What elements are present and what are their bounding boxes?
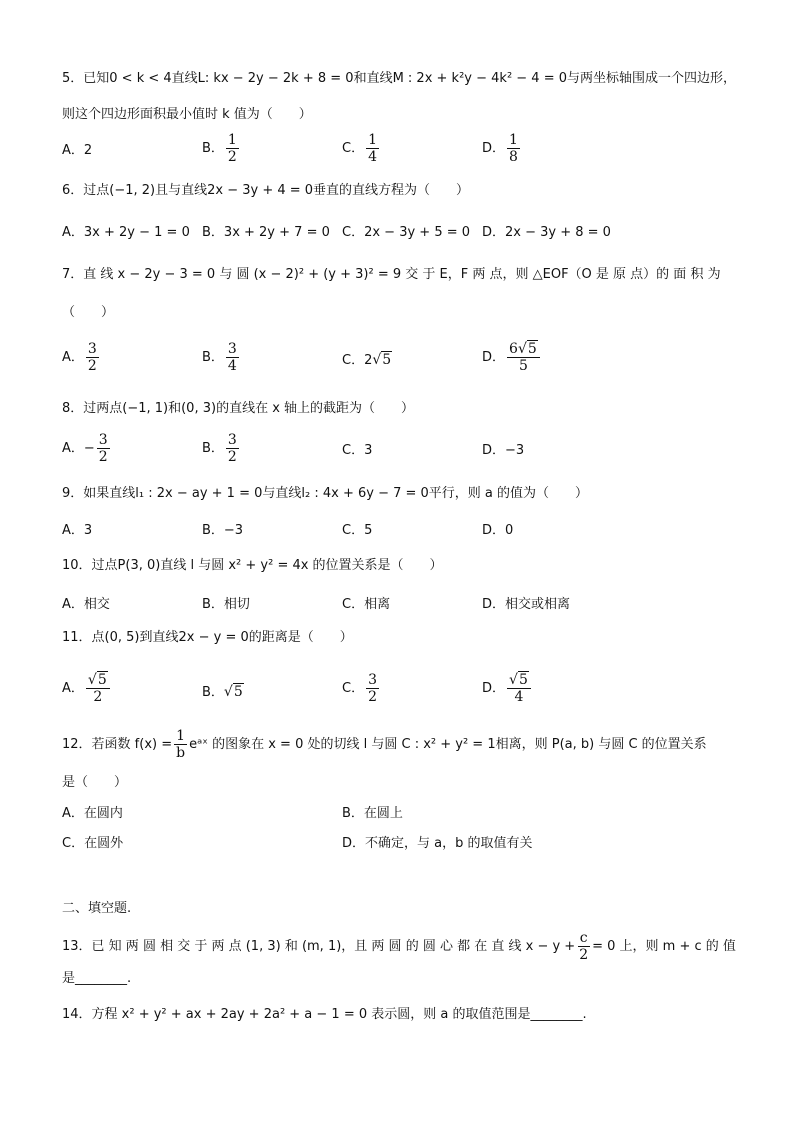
q6-stem: 6．过点(−1, 2)且与直线2x − 3y + 4 = 0垂直的直线方程为（ ） [62, 183, 470, 198]
q11-d-num-sqrt: √5 [509, 672, 528, 688]
q13-stem-line1 [62, 930, 736, 963]
q7-stem-line1: 7．直 线 x − 2y − 3 = 0 与 圆 (x − 2)² + (y + 3)² = 9 交 于 E，F 两 点，则 △EOF（O 是 原 点）的 面 积 为 [62, 267, 721, 282]
q7-stem-line2: （ ） [62, 305, 115, 320]
q10-option-b: B．相切 [202, 597, 250, 612]
q11-option-d [482, 672, 533, 705]
q7-option-d-label: D． [482, 350, 506, 365]
section-fill-in-title: 二、填空题. [62, 901, 132, 916]
q10-option-c: C．相离 [342, 597, 391, 612]
q12-stem-pre: 12．若函数 f(x) = [62, 737, 173, 752]
q5-option-b-label: B． [202, 141, 224, 156]
q10-option-d: D．相交或相离 [482, 597, 571, 612]
q12-stem-line2: 是（ ） [62, 775, 128, 790]
q9-option-d: D．0 [482, 523, 514, 538]
q5-d-num: 1 [509, 132, 518, 148]
q11-option-c-label: C． [342, 681, 365, 696]
q11-c-den: 2 [368, 689, 377, 705]
q6-option-b: B．3x + 2y + 7 = 0 [202, 225, 330, 240]
q5-c-num: 1 [368, 132, 377, 148]
q8-b-num: 3 [227, 432, 237, 448]
q10-stem: 10．过点P(3, 0)直线 l 与圆 x² + y² = 4x 的位置关系是（ ） [62, 558, 443, 573]
q5-option-c-frac [366, 132, 379, 165]
q11-option-d-label: D． [482, 681, 506, 696]
q8-stem: 8．过两点(−1, 1)和(0, 3)的直线在 x 轴上的截距为（ ） [62, 401, 415, 416]
q11-d-num [507, 672, 531, 689]
q11-option-b-label: B． [202, 685, 224, 700]
q11-a-num [86, 672, 110, 689]
q7-option-c-label: C．2 [342, 353, 373, 368]
q7-a-num: 3 [87, 341, 97, 357]
q7-a-den: 2 [87, 358, 97, 374]
q12-frac-num: 1 [176, 728, 186, 744]
q5-c-den: 4 [368, 149, 377, 165]
q12-option-c: C．在圆外 [62, 836, 124, 851]
q8-option-a-label: A．− [62, 441, 95, 456]
q7-option-d [482, 341, 542, 374]
q7-d-num-radicand: 5 [527, 341, 537, 357]
q8-a-den: 2 [98, 449, 108, 465]
q9-stem: 9．如果直线l₁ : 2x − ay + 1 = 0与直线l₂ : 4x + 6y − 7 = 0平行，则 a 的值为（ ） [62, 486, 589, 501]
q7-d-num-sqrt: √5 [517, 341, 537, 357]
q12-stem-line1 [62, 728, 707, 761]
q8-b-den: 2 [227, 449, 237, 465]
q14-stem: 14．方程 x² + y² + ax + 2ay + 2a² + a − 1 = 0 表示圆，则 a 的取值范围是________. [62, 1007, 587, 1022]
q6-option-c: C．2x − 3y + 5 = 0 [342, 225, 471, 240]
q5-stem-line1: 5．已知0 < k < 4直线L: kx − 2y − 2k + 8 = 0和直线M : 2x + k²y − 4k² − 4 = 0与两坐标轴围成一个四边形， [62, 71, 737, 86]
q12-stem-frac [174, 728, 187, 761]
q12-stem-post: eᵃˣ 的图象在 x = 0 处的切线 l 与圆 C : x² + y² = 1相离，则 P(a, b) 与圆 C 的位置关系 [189, 737, 707, 752]
q7-option-c [342, 351, 392, 370]
q11-option-d-frac [507, 672, 531, 705]
q5-stem-line2: 则这个四边形面积最小值时 k 值为（ ） [62, 107, 312, 122]
q9-option-b: B．−3 [202, 523, 244, 538]
q11-stem: 11．点(0, 5)到直线2x − y = 0的距离是（ ） [62, 630, 353, 645]
q8-option-b [202, 432, 241, 465]
q5-option-a: A．2 [62, 143, 93, 158]
q13-frac-num: c [579, 930, 588, 946]
q6-option-d: D．2x − 3y + 8 = 0 [482, 225, 611, 240]
q7-option-a-label: A． [62, 350, 84, 365]
q8-option-a [62, 432, 112, 465]
q5-option-c-label: C． [342, 141, 365, 156]
q10-option-a: A．相交 [62, 597, 110, 612]
q13-frac-den: 2 [579, 947, 589, 963]
q11-option-a [62, 672, 112, 705]
q5-b-den: 2 [227, 149, 237, 165]
q5-option-b-frac [226, 132, 239, 165]
q5-option-d-label: D． [482, 141, 506, 156]
q12-option-a: A．在圆内 [62, 806, 123, 821]
q5-b-num: 1 [227, 132, 237, 148]
q8-option-b-label: B． [202, 441, 224, 456]
q5-option-d-frac [507, 132, 520, 165]
q8-option-c: C．3 [342, 443, 373, 458]
q13-stem-pre: 13．已 知 两 圆 相 交 于 两 点 (1, 3) 和 (m, 1)，且 两 圆 的 圆 心 都 在 直 线 x − y + [62, 939, 576, 954]
q7-option-d-frac [507, 341, 540, 374]
q7-option-b-label: B． [202, 350, 224, 365]
q7-d-num [507, 341, 540, 358]
q13-stem-line2: 是________. [62, 971, 132, 986]
q11-b-sqrt: √5 [223, 684, 243, 700]
q12-frac-den: b [176, 745, 186, 761]
q9-option-a: A．3 [62, 523, 93, 538]
q5-option-d [482, 132, 522, 165]
q12-option-d: D．不确定，与 a，b 的取值有关 [342, 836, 533, 851]
q11-d-num-radicand: 5 [518, 672, 528, 688]
q11-option-c-frac [366, 672, 379, 705]
q7-option-a-frac [86, 341, 99, 374]
q11-a-num-radicand: 5 [97, 672, 107, 688]
q11-option-a-frac [86, 672, 110, 705]
q11-option-b [202, 683, 244, 702]
q6-option-a: A．3x + 2y − 1 = 0 [62, 225, 190, 240]
q11-a-den: 2 [93, 689, 103, 705]
q11-option-a-label: A． [62, 681, 84, 696]
q7-option-b-frac [226, 341, 239, 374]
q9-option-c: C．5 [342, 523, 373, 538]
q13-stem-frac [577, 930, 590, 963]
q13-stem-post: = 0 上，则 m + c 的 值 [592, 939, 736, 954]
q7-c-sqrt: √5 [372, 352, 392, 368]
q7-option-a [62, 341, 101, 374]
q11-d-den: 4 [514, 689, 524, 705]
q11-b-radicand: 5 [233, 684, 243, 700]
q11-c-num: 3 [368, 672, 377, 688]
q5-d-den: 8 [509, 149, 518, 165]
q8-a-num: 3 [98, 432, 108, 448]
q8-option-b-frac [226, 432, 239, 465]
q8-option-d: D．−3 [482, 443, 525, 458]
q11-a-num-sqrt: √5 [87, 672, 107, 688]
q7-b-den: 4 [227, 358, 237, 374]
q8-option-a-frac [97, 432, 110, 465]
q7-c-radicand: 5 [382, 352, 392, 368]
q12-option-b: B．在圆上 [342, 806, 403, 821]
q11-option-c [342, 672, 381, 705]
q5-option-b [202, 132, 241, 165]
q7-d-num-coef: 6 [509, 341, 518, 357]
q5-option-c [342, 132, 381, 165]
q7-d-den: 5 [518, 358, 528, 374]
q7-b-num: 3 [227, 341, 237, 357]
q7-option-b [202, 341, 241, 374]
